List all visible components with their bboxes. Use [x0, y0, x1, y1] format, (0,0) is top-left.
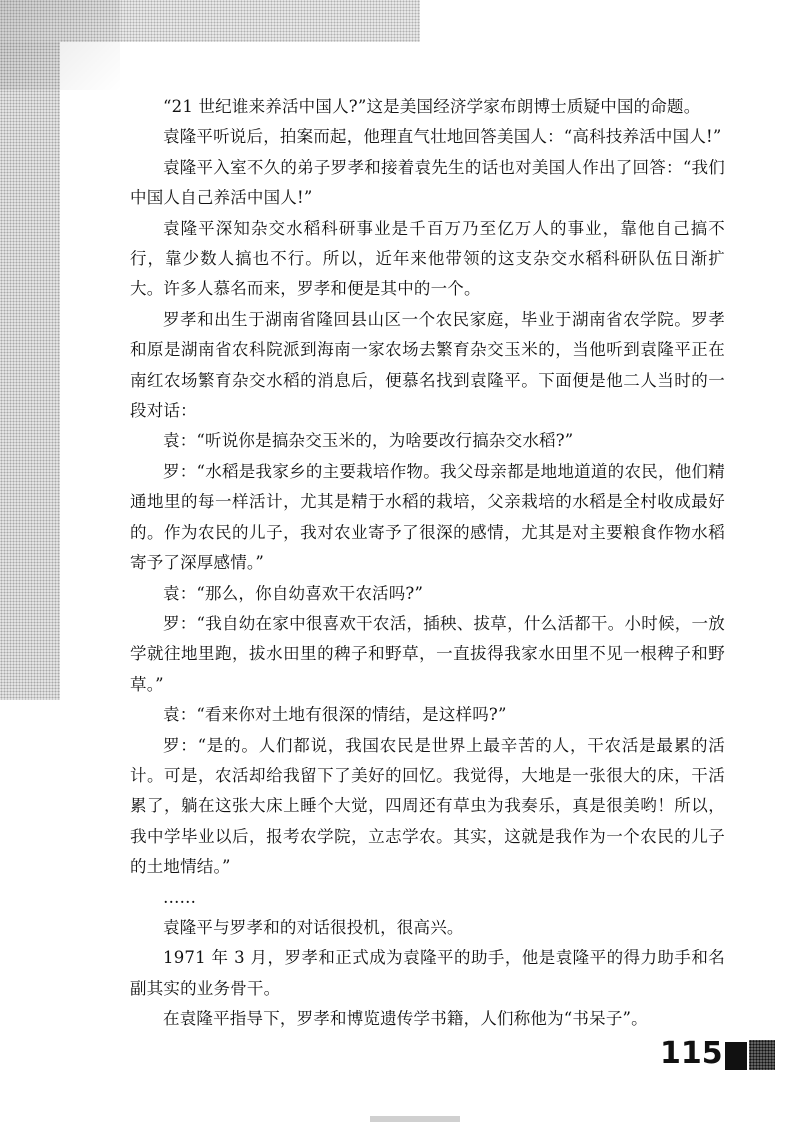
scan-shadow-corner	[0, 0, 120, 90]
body-text	[130, 92, 725, 1035]
paragraph: 罗：“我自幼在家中很喜欢干农活，插秧、拔草，什么活都干。小时候，一放学就往地里跑，拔水田里的稗子和野草，一直拔得我家水田里不见一根稗子和野草。”	[130, 613, 725, 694]
paragraph: 袁：“听说你是搞杂交玉米的，为啥要改行搞杂交水稻?”	[163, 431, 574, 451]
paragraph: 袁隆平与罗孝和的对话很投机，很高兴。	[163, 917, 464, 937]
page-number: 115	[660, 1036, 723, 1071]
paragraph: 1971 年 3 月，罗孝和正式成为袁隆平的助手，他是袁隆平的得力助手和名副其实的业务骨干。	[130, 948, 725, 998]
scan-shadow-left	[0, 0, 60, 700]
paragraph: 袁隆平深知杂交水稻科研事业是千百万乃至亿万人的事业，靠他自己搞不行，靠少数人搞也不行。所以，近年来他带领的这支杂交水稻科研队伍日渐扩大。许多人慕名而来，罗孝和便是其中的一个。	[130, 218, 725, 299]
paragraph: 罗孝和出生于湖南省隆回县山区一个农民家庭，毕业于湖南省农学院。罗孝和原是湖南省农科院派到海南一家农场去繁育杂交玉米的，当他听到袁隆平正在南红农场繁育杂交水稻的消息后，便慕名找到袁隆平。下面便是他二人当时的一段对话：	[130, 309, 725, 421]
footer-scan-mark	[370, 1116, 460, 1122]
page-marker-block	[725, 1042, 747, 1070]
paragraph: 在袁隆平指导下，罗孝和博览遗传学书籍，人们称他为“书呆子”。	[163, 1009, 648, 1029]
paragraph: 袁：“看来你对土地有很深的情结，是这样吗?”	[163, 705, 507, 725]
paragraph: 罗：“是的。人们都说，我国农民是世界上最辛苦的人，干农活是最累的活计。可是，农活却给我留下了美好的回忆。我觉得，大地是一张很大的床，干活累了，躺在这张大床上睡个大觉，四周还有草虫为我奏乐，真是很美哟！所以，我中学毕业以后，报考农学院，立志学农。其实，这就是我作为一个农民的儿子的土地情结。”	[130, 735, 725, 877]
paragraph: 袁：“那么，你自幼喜欢干农活吗?”	[163, 583, 424, 603]
paragraph: “21 世纪谁来养活中国人?”这是美国经济学家布朗博士质疑中国的命题。	[163, 97, 701, 116]
paragraph: 袁隆平入室不久的弟子罗孝和接着袁先生的话也对美国人作出了回答：“我们中国人自己养活中国人!”	[130, 157, 725, 208]
page-marker-halftone	[749, 1040, 775, 1070]
ellipsis-line: ……	[163, 887, 196, 907]
paragraph: 罗：“水稻是我家乡的主要栽培作物。我父母亲都是地地道道的农民，他们精通地里的每一样活计，尤其是精于水稻的栽培，父亲栽培的水稻是全村收成最好的。作为农民的儿子，我对农业寄予了很深的感情，尤其是对主要粮食作物水稻寄予了深厚感情。”	[130, 461, 725, 573]
paragraph: 袁隆平听说后，拍案而起，他理直气壮地回答美国人：“高科技养活中国人!”	[163, 127, 722, 147]
